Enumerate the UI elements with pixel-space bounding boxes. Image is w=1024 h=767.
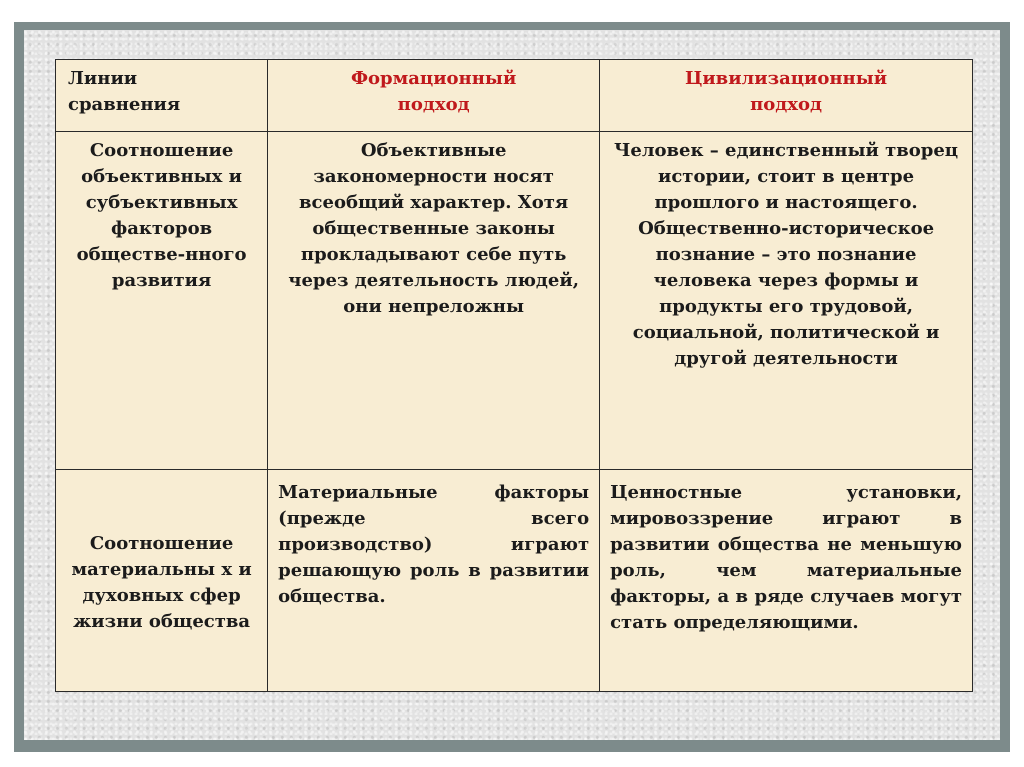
table-row [56, 132, 973, 470]
table-row [56, 470, 973, 692]
row-criterion: Соотношение объективных и субъективных факторов обществе-нного развития [56, 132, 268, 470]
header-civilizational-approach: Цивилизационный подход [600, 60, 973, 132]
row-criterion: Соотношение материальны х и духовных сфер жизни общества [56, 470, 268, 692]
comparison-table [55, 59, 973, 692]
row-civilizational: Человек – единственный творец истории, стоит в центре прошлого и настоящего. Общественно-историческое познание – это познание человека через формы и продукты его трудовой, социальной, политической и другой деятельности [600, 132, 973, 470]
row-formational: Объективные закономерности носят всеобщий характер. Хотя общественные законы прокладывают себе путь через деятельность людей, они непреложны [268, 132, 600, 470]
header-comparison-lines: Линии сравнения [56, 60, 268, 132]
header-formational-approach: Формационный подход [268, 60, 600, 132]
row-formational: Материальные факторы (прежде всего производство) играют решающую роль в развитии общества. [268, 470, 600, 692]
row-civilizational: Ценностные установки, мировоззрение играют в развитии общества не меньшую роль, чем материальные факторы, а в ряде случаев могут стать определяющими. [600, 470, 973, 692]
header-row [56, 60, 973, 132]
